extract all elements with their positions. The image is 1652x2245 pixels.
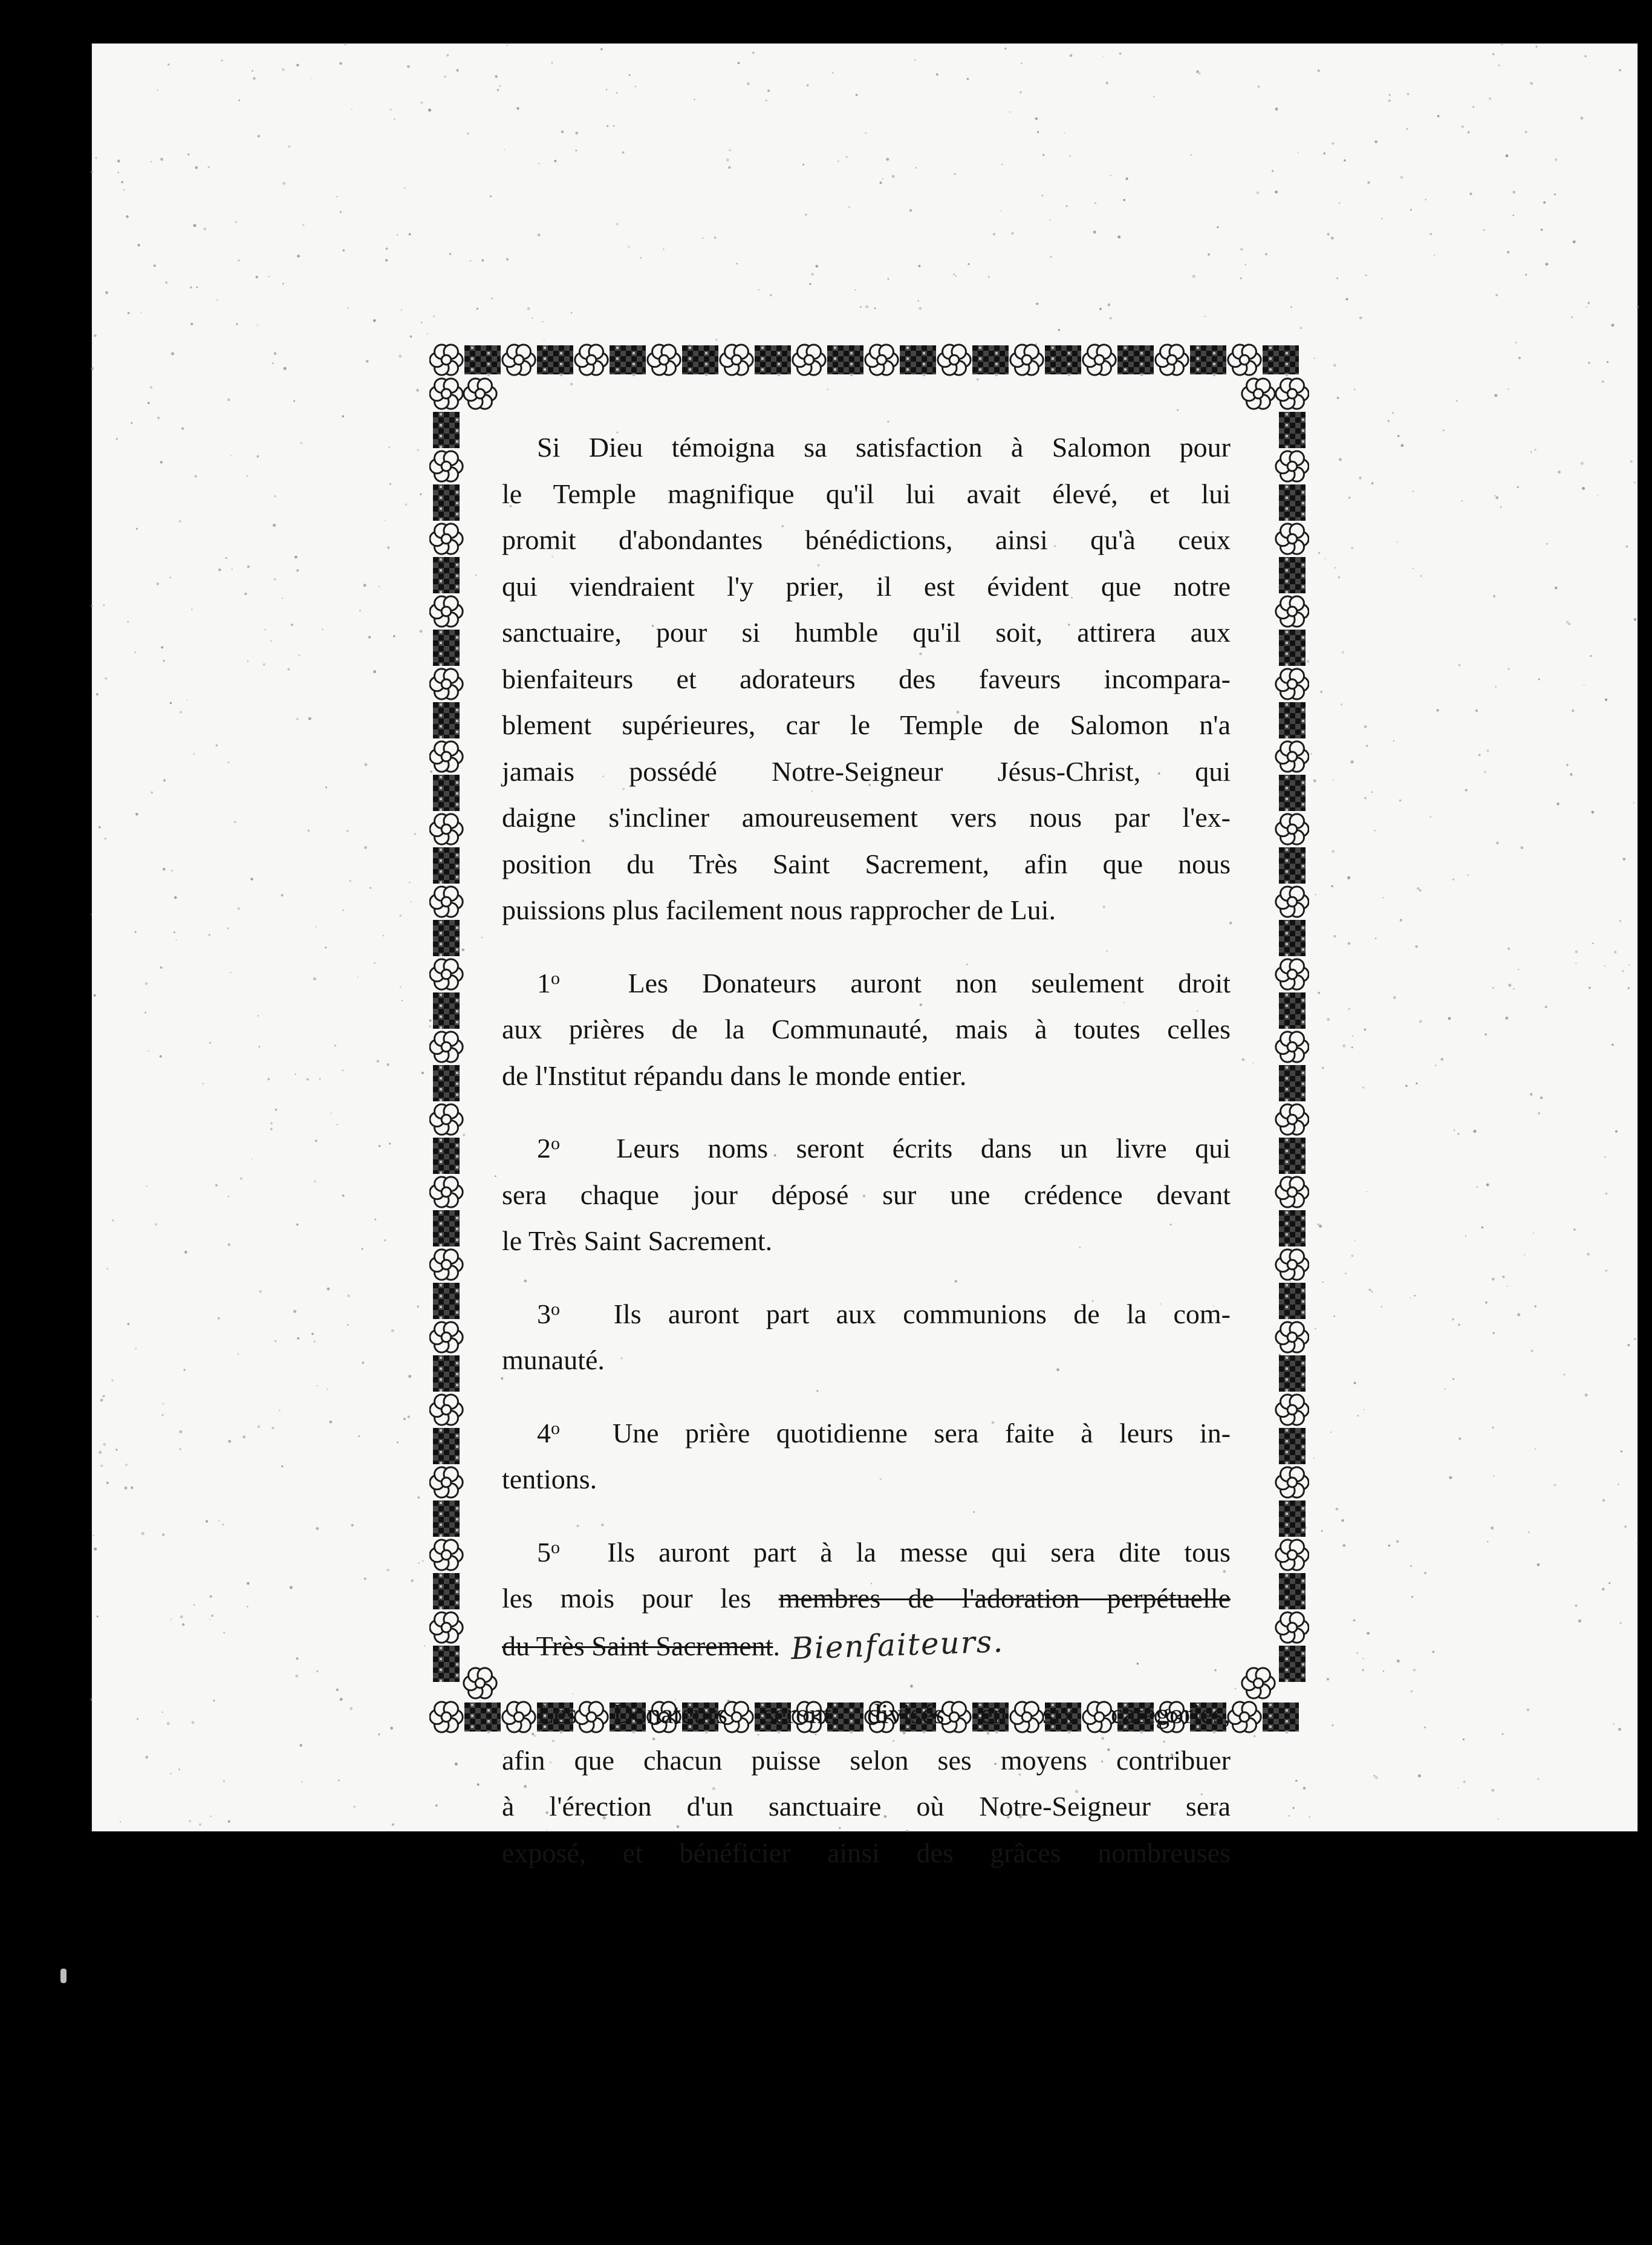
body-text <box>502 425 1231 1876</box>
item-1-line: de l'Institut répandu dans le monde entier. <box>502 1060 967 1091</box>
checker-block <box>433 702 460 738</box>
checker-block <box>1279 775 1306 811</box>
checker-block <box>972 345 1009 376</box>
rosette-icon <box>1276 1104 1309 1135</box>
item-3 <box>502 1286 1231 1384</box>
checker-block <box>433 775 460 811</box>
rosette-icon <box>1276 1177 1309 1207</box>
intro-line: le Temple magnifique qu'il lui avait élevé, et lui <box>502 478 1231 509</box>
checker-block <box>755 345 791 376</box>
rosette-icon <box>430 345 463 375</box>
rosette-icon <box>1010 345 1043 375</box>
rosette-icon <box>1276 1250 1309 1280</box>
item-1 <box>502 956 1231 1100</box>
checker-block <box>1279 1646 1306 1682</box>
item-1-line: 1$^o$ Les Donateurs auront non seulement droit <box>537 967 1231 999</box>
rosette-icon <box>430 1612 463 1643</box>
checker-block <box>433 1500 460 1537</box>
checker-block <box>433 1138 460 1174</box>
rosette-icon <box>720 345 753 375</box>
checker-block <box>433 1573 460 1609</box>
rosette-icon <box>430 1467 463 1497</box>
rosette-icon <box>430 959 463 989</box>
checker-block <box>464 1702 501 1733</box>
checker-block <box>1279 1428 1306 1464</box>
checker-block <box>433 920 460 956</box>
checker-block <box>1279 1210 1306 1246</box>
checker-block <box>1279 1355 1306 1392</box>
item-2-number: 2$^o$ <box>537 1133 560 1164</box>
checker-block <box>900 345 936 376</box>
checker-block <box>827 345 863 376</box>
closing-line: à l'érection d'un sanctuaire où Notre-Seigneur sera <box>502 1791 1231 1822</box>
checker-block <box>1279 484 1306 521</box>
rosette-icon <box>430 1032 463 1062</box>
rosette-icon <box>464 379 496 409</box>
rosette-icon <box>1276 1322 1309 1352</box>
checker-block <box>537 345 573 376</box>
rosette-icon <box>1276 596 1309 627</box>
rosette-icon <box>430 814 463 844</box>
checker-block <box>433 484 460 521</box>
item-2-line: le Très Saint Sacrement. <box>502 1225 773 1256</box>
closing-paragraph <box>502 1691 1231 1876</box>
intro-line: blement supérieures, car le Temple de Salomon n'a <box>502 709 1231 740</box>
checker-block <box>1279 1138 1306 1174</box>
rosette-icon <box>1242 379 1275 409</box>
item-list <box>502 956 1231 1503</box>
rosette-icon <box>430 379 463 409</box>
checker-block <box>433 1428 460 1464</box>
intro-line: daigne s'incliner amoureusement vers nous par l'ex- <box>502 802 1231 833</box>
rosette-icon <box>464 1668 496 1698</box>
closing-line: afin que chacun puisse selon ses moyens contribuer <box>502 1744 1231 1776</box>
checker-block <box>433 1355 460 1392</box>
intro-line: promit d'abondantes bénédictions, ainsi qu'à ceux <box>502 524 1231 555</box>
checker-block <box>1279 557 1306 593</box>
checker-block <box>1263 345 1299 376</box>
item-5-line-2: les mois pour les membres de l'adoration perpétuelle <box>502 1583 1231 1614</box>
item-1-line: aux prières de la Communauté, mais à toutes celles <box>502 1014 1231 1044</box>
item-4-number: 4$^o$ <box>537 1417 560 1448</box>
item-1-number: 1$^o$ <box>537 967 560 999</box>
checker-block <box>1279 702 1306 738</box>
checker-block <box>464 345 501 376</box>
intro-line: Si Dieu témoigna sa satisfaction à Salomon pour <box>537 432 1231 463</box>
item-2 <box>502 1121 1231 1265</box>
checker-block <box>1279 630 1306 666</box>
rosette-icon <box>938 345 971 375</box>
rosette-icon <box>430 1540 463 1570</box>
document-page <box>91 42 1639 1868</box>
item-2-line: sera chaque jour déposé sur une crédence devant <box>502 1179 1231 1210</box>
checker-block <box>433 630 460 666</box>
rosette-icon <box>1242 1668 1275 1698</box>
checker-block <box>1279 920 1306 956</box>
rosette-icon <box>1276 1467 1309 1497</box>
checker-block <box>433 412 460 448</box>
item-4-line: 4$^o$ Une prière quotidienne sera faite à leurs in- <box>537 1417 1231 1448</box>
checker-block <box>1117 345 1154 376</box>
rosette-icon <box>1276 524 1309 554</box>
checker-block <box>1279 412 1306 448</box>
rosette-icon <box>1276 669 1309 699</box>
intro-paragraph <box>502 425 1231 934</box>
intro-line: jamais possédé Notre-Seigneur Jésus-Christ, qui <box>502 755 1231 787</box>
item-5-line-1: 5$^o$ Ils auront part à la messe qui sera dite tous <box>537 1536 1231 1568</box>
rosette-icon <box>430 1104 463 1135</box>
intro-line: qui viendraient l'y prier, il est évident que notre <box>502 570 1231 602</box>
rosette-icon <box>793 345 825 375</box>
binding-mark <box>60 1969 67 1983</box>
item-3-number: 3$^o$ <box>537 1298 560 1329</box>
closing-line: exposé, et bénéficier ainsi des grâces nombreuses <box>502 1837 1231 1868</box>
rosette-icon <box>502 345 535 375</box>
rosette-icon <box>430 1250 463 1280</box>
intro-line: bienfaiteurs et adorateurs des faveurs incompara- <box>502 663 1231 694</box>
rosette-icon <box>1276 1612 1309 1643</box>
intro-line: sanctuaire, pour si humble qu'il soit, attirera aux <box>502 617 1231 648</box>
handwritten-annotation: Bienfaiteurs. <box>790 1623 1005 1666</box>
checker-block <box>682 345 718 376</box>
checker-block <box>433 992 460 1029</box>
checker-block <box>433 1065 460 1101</box>
rosette-icon <box>430 1395 463 1425</box>
checker-block <box>1263 1702 1299 1733</box>
checker-block <box>433 1210 460 1246</box>
item-2-line: 2$^o$ Leurs noms seront écrits dans un livre qui <box>537 1133 1231 1164</box>
ornamental-frame <box>429 343 1309 1868</box>
rosette-icon <box>430 741 463 772</box>
rosette-icon <box>575 345 608 375</box>
checker-block <box>1279 1500 1306 1537</box>
rosette-icon <box>648 345 680 375</box>
intro-line: puissions plus facilement nous rapprocher de Lui. <box>502 894 1056 925</box>
item-5 <box>502 1525 1231 1670</box>
checker-block <box>1279 1283 1306 1319</box>
checker-block <box>1279 992 1306 1029</box>
checker-block <box>610 345 646 376</box>
checker-block <box>1190 345 1226 376</box>
rosette-icon <box>1276 1540 1309 1570</box>
rosette-icon <box>430 887 463 917</box>
item-3-line: 3$^o$ Ils auront part aux communions de la com- <box>537 1298 1231 1329</box>
rosette-icon <box>1276 451 1309 481</box>
rosette-icon <box>1276 1032 1309 1062</box>
rosette-icon <box>1276 887 1309 917</box>
rosette-icon <box>1156 345 1188 375</box>
rosette-icon <box>1276 959 1309 989</box>
checker-block <box>433 847 460 884</box>
rosette-icon <box>430 1702 463 1732</box>
checker-block <box>433 1646 460 1682</box>
struck-text: membres de l'adoration perpétuelle <box>778 1583 1231 1614</box>
rosette-icon <box>430 596 463 627</box>
checker-block <box>1279 1573 1306 1609</box>
rosette-icon <box>1276 741 1309 772</box>
rosette-icon <box>1228 1702 1261 1732</box>
struck-text: du Très Saint Sacrement <box>502 1630 773 1661</box>
rosette-icon <box>1228 345 1261 375</box>
rosette-icon <box>1276 814 1309 844</box>
item-5-number: 5$^o$ <box>537 1536 560 1568</box>
rosette-icon <box>430 451 463 481</box>
item-4-line: tentions. <box>502 1464 597 1494</box>
rosette-icon <box>1083 345 1116 375</box>
checker-block <box>433 1283 460 1319</box>
checker-block <box>1045 345 1081 376</box>
rosette-icon <box>1276 1395 1309 1425</box>
item-3-line: munauté. <box>502 1344 605 1375</box>
checker-block <box>433 557 460 593</box>
rosette-icon <box>430 1322 463 1352</box>
intro-line: position du Très Saint Sacrement, afin que nous <box>502 848 1231 879</box>
item-5-line-3: du Très Saint Sacrement. Bienfaiteurs. <box>502 1622 1231 1670</box>
rosette-icon <box>430 524 463 554</box>
closing-line: Les Donateurs seront divisés en six catégories, <box>537 1698 1231 1729</box>
checker-block <box>1279 1065 1306 1101</box>
rosette-icon <box>1276 379 1309 409</box>
rosette-icon <box>430 669 463 699</box>
rosette-icon <box>865 345 898 375</box>
rosette-icon <box>430 1177 463 1207</box>
item-4 <box>502 1406 1231 1503</box>
checker-block <box>1279 847 1306 884</box>
